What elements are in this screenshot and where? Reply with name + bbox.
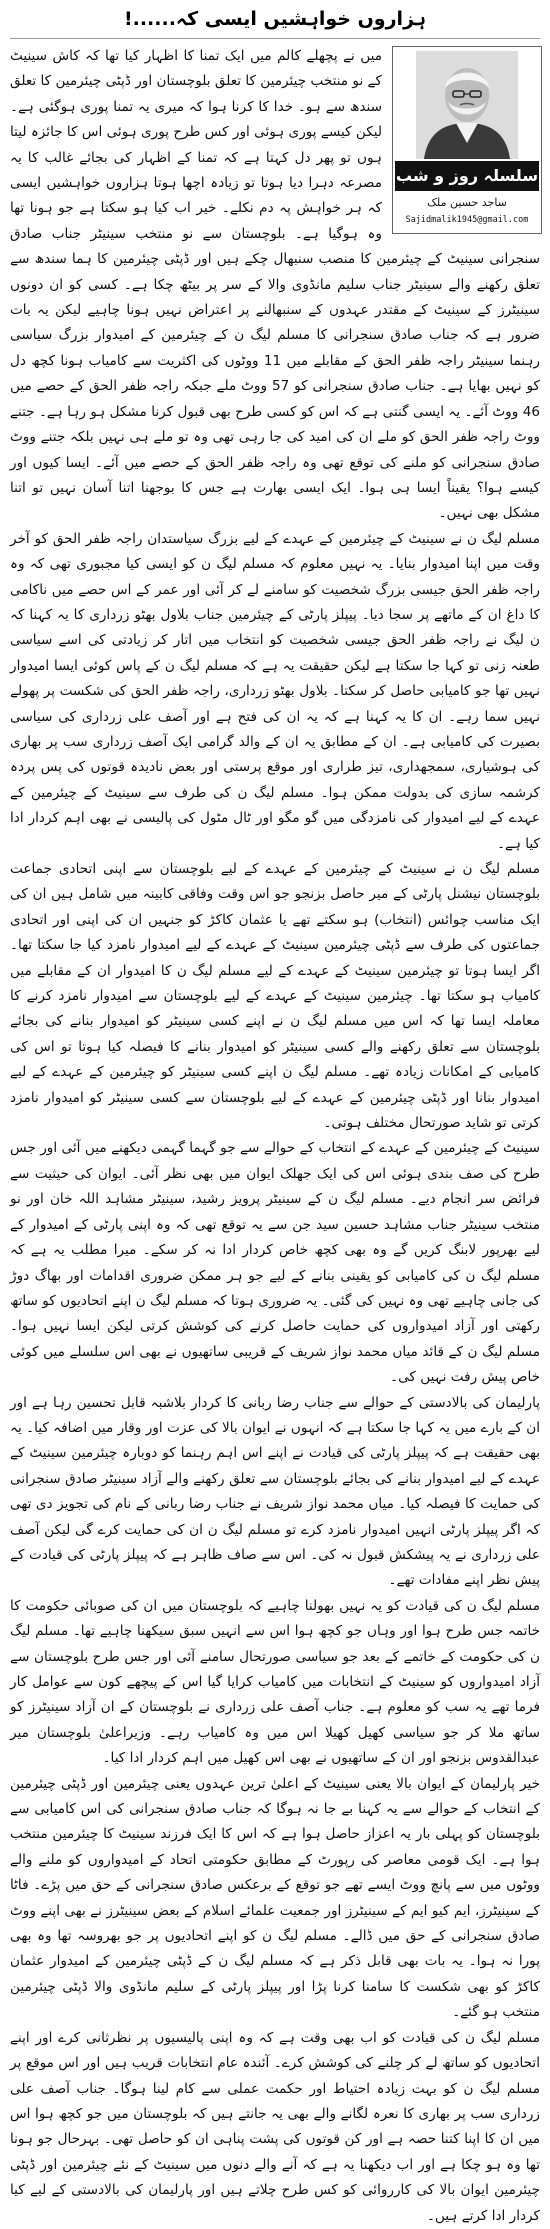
- author-email: Sajidmalik1945@gmail.com: [405, 215, 529, 225]
- article-paragraph: خیر پارلیمان کے ایوان بالا یعنی سینیٹ کے اعلیٰ ترین عہدوں یعنی چیئرمین اور ڈپٹی چیئرمین کے انتخاب کے حوالے سے یہ کہنا بے جا نہ ہوگا کہ جناب صادق سنجرانی کی اس کامیابی سے بلوچستان کو پہلی بار یہ اعزاز حاصل ہوا ہے کہ اس کا ایک فرزند سینیٹ کا چیئرمین منتخب ہوا ہے۔ ایک قومی معاصر کی رپورٹ کے مطابق حکومتی اتحاد کے امیدواروں کو ملنے والے ووٹوں میں سے پانچ ووٹ ایسے تھے جو توقع کے برعکس صادق سنجرانی کے حق میں پڑے۔ فاٹا کے سینیٹرز، ایم کیو ایم کے سینیٹرز اور جمعیت علمائے اسلام کے بعض سینیٹرز نے بھی اپنے ووٹ صادق سنجرانی کے حق میں ڈالے۔ مسلم لیگ ن کو اپنے اتحادیوں پر جو بھروسہ تھا وہ بھی پورا نہ ہوا۔ یہ بات بھی قابل ذکر ہے کہ مسلم لیگ ن کے ڈپٹی چیئرمین کے امیدوار عثمان کاکڑ کو بھی شکست کا سامنا کرنا پڑا اور پیپلز پارٹی کے سلیم مانڈوی والا ڈپٹی چیئرمین منتخب ہو گئے۔: [10, 1775, 540, 2021]
- article-paragraph: سینیٹ کے چیئرمین کے عہدے کے انتخاب کے حوالے سے جو گہما گہمی دیکھنے میں آئی اور جس طرح کی صف بندی ہوئی اس کی ایک جھلک ایوان میں بھی نظر آئی۔ ایوان کی حیثیت سے فرائض سر انجام دیے۔ مسلم لیگ ن کے سینیٹر پرویز رشید، سینیٹر مشاہد اللہ خان اور نو منتخب سینیٹر جناب مشاہد حسین سید جن سے یہ توقع تھی کہ وہ اپنی پارٹی کے امیدوار کے لیے بھرپور لابنگ کریں گے وہ بھی کچھ خاص کردار ادا نہ کر سکے۔ میرا مطلب یہ ہے کہ مسلم لیگ ن کی کامیابی کو یقینی بنانے کے لیے جو ہر ممکن ضروری اقدامات اور بھاگ دوڑ کی جانی چاہیے تھی وہ نہیں کی گئی۔ یہ ضروری ہوتا کہ مسلم لیگ ن اپنے اتحادیوں کو ساتھ رکھتی اور آزاد امیدواروں کی حمایت حاصل کرنے کی کوشش کرتی لیکن ایسا نہیں ہوا۔ مسلم لیگ ن کے قائد میاں محمد نواز شریف کے قریبی ساتھیوں نے بھی اس سلسلے میں کوئی خاص پیش رفت نہیں کی۔: [10, 1140, 540, 1386]
- article-paragraph: مسلم لیگ ن کی قیادت کو یہ نہیں بھولنا چاہیے کہ بلوچستان میں ان کی صوبائی حکومت کا خاتمہ جس طرح ہوا اور وہاں جو کچھ ہوا اس سے انہیں سبق سیکھنا چاہیے تھا۔ مسلم لیگ ن کی حکومت کے خاتمے کے بعد جو سیاسی صورتحال سامنے آئی اور جس طرح بلوچستان سے آزاد امیدواروں کو سینیٹ کے انتخابات میں کامیاب کرایا گیا اس کے پیچھے کون سے عوامل کار فرما تھے یہ سب کو معلوم ہے۔ جناب آصف علی زرداری نے بلوچستان کے ان آزاد سینیٹرز کو ساتھ ملا کر جو سیاسی کھیل کھیلا اس میں وہ کامیاب رہے۔ وزیراعلیٰ بلوچستان میر عبدالقدوس بزنجو اور ان کے ساتھیوں نے بھی اس کھیل میں اہم کردار ادا کیا۔: [10, 1597, 540, 1767]
- headline-divider: [10, 38, 540, 39]
- byline-spacer: [382, 44, 540, 238]
- article-paragraph: مسلم لیگ ن نے سینیٹ کے چیئرمین کے عہدے کے لیے بزرگ سیاستدان راجہ ظفر الحق کو آخر وقت میں اپنا امیدوار بنایا۔ یہ نہیں معلوم کہ مسلم لیگ ن کو ایسی کیا مجبوری تھی کہ وہ راجہ ظفر الحق جیسی بزرگ شخصیت کو سامنے لے کر آئی اور عمر کے اس حصے میں ناکامی کا داغ ان کے ماتھے پر سجا دیا۔ پیپلز پارٹی کے چیئرمین جناب بلاول بھٹو زرداری کا یہ کہنا کہ ن لیگ نے راجہ ظفر الحق جیسی شخصیت کو انتخاب میں اتار کر زیادتی کی اسے سیاسی طعنہ زنی تو کہا جا سکتا ہے لیکن حقیقت یہ ہے کہ مسلم لیگ ن کے پاس کوئی ایسا امیدوار نہیں تھا جو کامیابی حاصل کر سکتا۔ بلاول بھٹو زرداری، راجہ ظفر الحق کی شکست پر پھولے نہیں سما رہے۔ ان کا یہ کہنا ہے کہ یہ ان کی فتح ہے اور آصف علی زرداری کی سیاسی بصیرت کی کامیابی ہے۔ ان کے مطابق یہ ان کے والد گرامی ایک آصف زرداری سب پر بھاری کی ہوشیاری، سمجھداری، تیز طراری اور موقع پرستی اور بعض نادیدہ قوتوں کی پس پردہ کرشمہ سازی کی بدولت ممکن ہوا۔ مسلم لیگ ن کی طرف سے سینیٹ کے چیئرمین کے عہدے کے لیے امیدوار کی نامزدگی میں گو مگو اور ٹال مٹول کی پالیسی نے بھی اہم کردار ادا کیا ہے۔: [10, 530, 540, 852]
- article-paragraph: مسلم لیگ ن کی قیادت کو اب بھی وقت ہے کہ وہ اپنی پالیسیوں پر نظرثانی کرے اور اپنے اتحادیوں کو ساتھ لے کر چلنے کی کوشش کرے۔ آئندہ عام انتخابات قریب ہیں اور اس موقع پر مسلم لیگ ن کو بہت زیادہ احتیاط اور حکمت عملی سے کام لینا ہوگا۔ جناب آصف علی زرداری سب پر بھاری کا نعرہ لگانے والے بھی یہ جانتے ہیں کہ بلوچستان میں جو کچھ ہوا اس میں ان کا اپنا کتنا حصہ ہے اور کن قوتوں کی پشت پناہی ان کو حاصل تھی۔ بہرحال جو ہونا تھا وہ ہو چکا ہے اور اب دیکھنا یہ ہے کہ آنے والے دنوں میں سینیٹ کے نئے چیئرمین اور ڈپٹی چیئرمین ایوان بالا کی کارروائی کو کس طرح چلاتے ہیں اور پارلیمان کی بالادستی کے لیے کیا کردار ادا کرتے ہیں۔: [10, 2029, 540, 2224]
- article-paragraph: مسلم لیگ ن نے سینیٹ کے چیئرمین کے عہدے کے لیے بلوچستان سے اپنی اتحادی جماعت بلوچستان نیشنل پارٹی کے میر حاصل بزنجو جو اس وقت وفاقی کابینہ میں شامل ہیں ان کی ایک مناسب چوائس (انتخاب) ہو سکتے تھے یا عثمان کاکڑ کو جنہیں ان کی اپنی اور اتحادی جماعتوں کی طرف سے ڈپٹی چیئرمین سینیٹ کے عہدے کے لیے امیدوار نامزد کیا جا سکتا تھا۔ اگر ایسا ہوتا تو چیئرمین سینیٹ کے عہدے کے لیے مسلم لیگ ن کا امیدوار ان کے مقابلے میں کامیاب ہو سکتا تھا۔ چیئرمین سینیٹ کے عہدے کے لیے بلوچستان سے امیدوار نامزد کرنے کا معاملہ ایسا تھا کہ اس میں مسلم لیگ ن نے اپنے کسی سینیٹر کو امیدوار بنانے کی بجائے بلوچستان سے تعلق رکھنے والے کسی سینیٹر کو امیدوار بنانے کا فیصلہ کیا ہوتا تو اس کی کامیابی کے امکانات زیادہ تھے۔ مسلم لیگ ن اپنے کسی سینیٹر کو چیئرمین کے عہدے کے لیے امیدوار بنانا اور ڈپٹی چیئرمین کے عہدے کے لیے بلوچستان سے کسی سینیٹر کو امیدوار نامزد کرتی تو شاید صورتحال مختلف ہوتی۔: [10, 861, 540, 1132]
- author-name: ساجد حسین ملک: [427, 196, 507, 209]
- article-headline: ہزاروں خواہشیں ایسی کہ......!: [123, 8, 427, 30]
- article-paragraph: پارلیمان کی بالادستی کے حوالے سے جناب رضا ربانی کا کردار بلاشبہ قابل تحسین رہا ہے اور ان کے بارے میں یہ کہا جا سکتا ہے کہ انہوں نے ایوان بالا کی عزت اور وقار میں اضافہ کیا۔ یہ بھی حقیقت ہے کہ پیپلز پارٹی کی قیادت نے اپنے اس اہم رہنما کو دوبارہ چیئرمین سینیٹ کے عہدے کے لیے امیدوار بنانے کی بجائے بلوچستان سے تعلق رکھنے والے آزاد سینیٹر صادق سنجرانی کی حمایت کا فیصلہ کیا۔ میاں محمد نواز شریف نے جناب رضا ربانی کے نام کی تجویز دی تھی کہ اگر پیپلز پارٹی انہیں امیدوار نامزد کرے تو مسلم لیگ ن ان کی حمایت کرے گی لیکن آصف علی زرداری نے یہ پیشکش قبول نہ کی۔ اس سے صاف ظاہر ہے کہ پیپلز پارٹی کی قیادت کے پیش نظر اپنے مفادات تھے۔: [10, 1394, 540, 1589]
- column-series-title: سلسلہ روز و شب: [395, 161, 539, 191]
- article-paragraph: میں نے پچھلے کالم میں ایک تمنا کا اظہار کیا تھا کہ کاش سینیٹ کے نو منتخب چیئرمین کا تعلق بلوچستان اور ڈپٹی چیئرمین کا تعلق سندھ سے ہو۔ خدا کا کرنا ہوا کہ میری یہ تمنا پوری ہوگئی ہے۔ لیکن کیسے پوری ہوئی اور کس طرح پوری ہوئی اس کا جائزہ لیتا ہوں تو پھر دل کہتا ہے کہ تمنا کے اظہار کی بجائے غالب کا یہ مصرعہ دہرا دیا ہوتا تو زیادہ اچھا ہوتا ہزاروں خواہشیں ایسی کہ ہر خواہش پہ دم نکلے۔ خیر اب کیا ہو سکتا ہے جو ہونا تھا وہ ہوگیا ہے۔ بلوچستان سے نو منتخب سینیٹر جناب صادق سنجرانی سینیٹ کے چیئرمین کا منصب سنبھال چکے ہیں اور ڈپٹی چیئرمین کا ہما سندھ سے تعلق رکھنے والے سینیٹر جناب سلیم مانڈوی والا کے سر پر بیٹھ چکا ہے۔ کسی کو ان دونوں سینیٹرز کے سینیٹ کے مقتدر عہدوں کے سنبھالنے پر اعتراض نہیں ہونا چاہیے لیکن یہ بات ضرور ہے کہ جناب صادق سنجرانی کا مسلم لیگ ن کے چیئرمین کے امیدوار بزرگ سیاسی رہنما سینیٹر راجہ ظفر الحق کے مقابلے میں 11 ووٹوں کی اکثریت سے کامیاب ہونا کچھ دل کو نہیں بھایا ہے۔ جناب صادق سنجرانی کو 57 ووٹ ملے جبکہ راجہ ظفر الحق کے حصے میں 46 ووٹ آئے۔ یہ ایسی گنتی ہے کہ اس کو کسی طرح بھی قبول کرنا مشکل ہو رہا ہے۔ جتنے ووٹ راجہ ظفر الحق کو ملے ان کی امید کی جا رہی تھی وہ تو ملے ہی نہیں بلکہ جتنے ووٹ صادق سنجرانی کو ملنے کی توقع تھی وہ راجہ ظفر الحق کے حصے میں آئے۔ ایسا کیوں اور کیسے ہوا؟ یقیناً ایسا ہی ہوا۔ ایک ایسی بھارت ہے جس کا بوجھنا اتنا آسان نہیں تو اتنا مشکل بھی نہیں۔: [10, 48, 540, 522]
- article-body: [10, 44, 540, 2224]
